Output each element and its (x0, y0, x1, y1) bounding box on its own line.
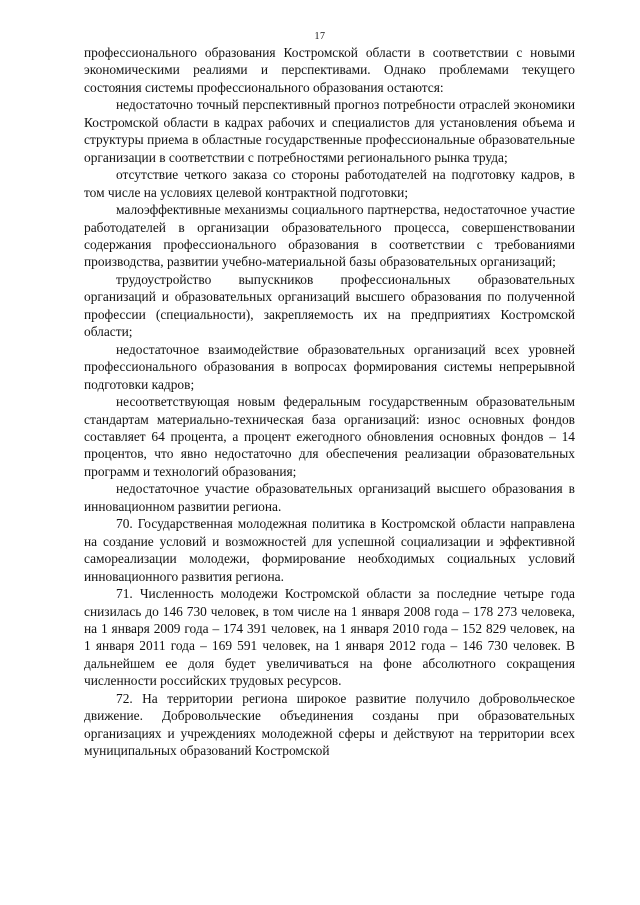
paragraph-employer-order-problem: отсутствие четкого заказа со стороны работодателей на подготовку кадров, в том числе на условиях целевой контрактной подготовки; (84, 167, 575, 200)
paragraph-70: 70. Государственная молодежная политика в Костромской области направлена на создание условий и возможностей для успешной социализации и эффективной самореализации молодежи, формирование необходимых социальных условий инновационного развития региона. (84, 516, 575, 584)
paragraph-72: 72. На территории региона широкое развитие получило добровольческое движение. Добровольческие объединения созданы при образовательных организациях и учреждениях молодежной сферы и действуют на территории всех муниципальных образований Костромской (84, 690, 575, 759)
page-number: 17 (314, 31, 326, 42)
paragraph-intro: профессионального образования Костромской области в соответствии с новыми экономическими реалиями и перспективами. Однако проблемами текущего состояния системы профессионального образования остаются: (84, 45, 575, 95)
paragraph-employment-problem: трудоустройство выпускников профессиональных образовательных организаций и образовательных организаций высшего образования по полученной профессии (специальности), закрепляемость их на предприятиях Костромской области; (84, 271, 575, 340)
paragraph-forecast-problem: недостаточно точный перспективный прогноз потребности отраслей экономики Костромской области в кадрах рабочих и специалистов для установления объема и структуры приема в областные государственные профессиональные образовательные организации в соответствии с потребностями регионального рынка труда; (84, 97, 575, 165)
paragraph-71: 71. Численность молодежи Костромской области за последние четыре года снизилась до 146 730 человек, в том числе на 1 января 2008 года – 178 273 человека, на 1 января 2009 года – 174 391 человек, на 1 января 2010 года – 152 829 человек, на 1 января 2011 года – 169 591 человек, на 1 января 2012 года – 146 730 человек. В дальнейшем ее доля будет увеличиваться на фоне абсолютного сокращения численности российских трудовых ресурсов. (84, 586, 575, 689)
paragraph-interaction-problem: недостаточное взаимодействие образовательных организаций всех уровней профессионального образования в вопросах формирования системы непрерывной подготовки кадров; (84, 341, 575, 392)
paragraph-partnership-problem: малоэффективные механизмы социального партнерства, недостаточное участие работодателей в организации образовательного процесса, совершенствовании содержания профессионального образования в соответствии с требованиями производства, развитии учебно-материальной базы образовательных организаций; (84, 202, 575, 270)
paragraph-innovation-problem: недостаточное участие образовательных организаций высшего образования в инновационном развитии региона. (84, 481, 575, 514)
paragraph-material-base-problem: несоответствующая новым федеральным государственным образовательным стандартам материально-техническая база организаций: износ основных фондов составляет 64 процента, а процент ежегодного обновления основных фондов – 14 процентов, что явно недостаточно для обеспечения реализации образовательных программ и технологий образования; (84, 394, 575, 479)
document-body (84, 44, 575, 760)
